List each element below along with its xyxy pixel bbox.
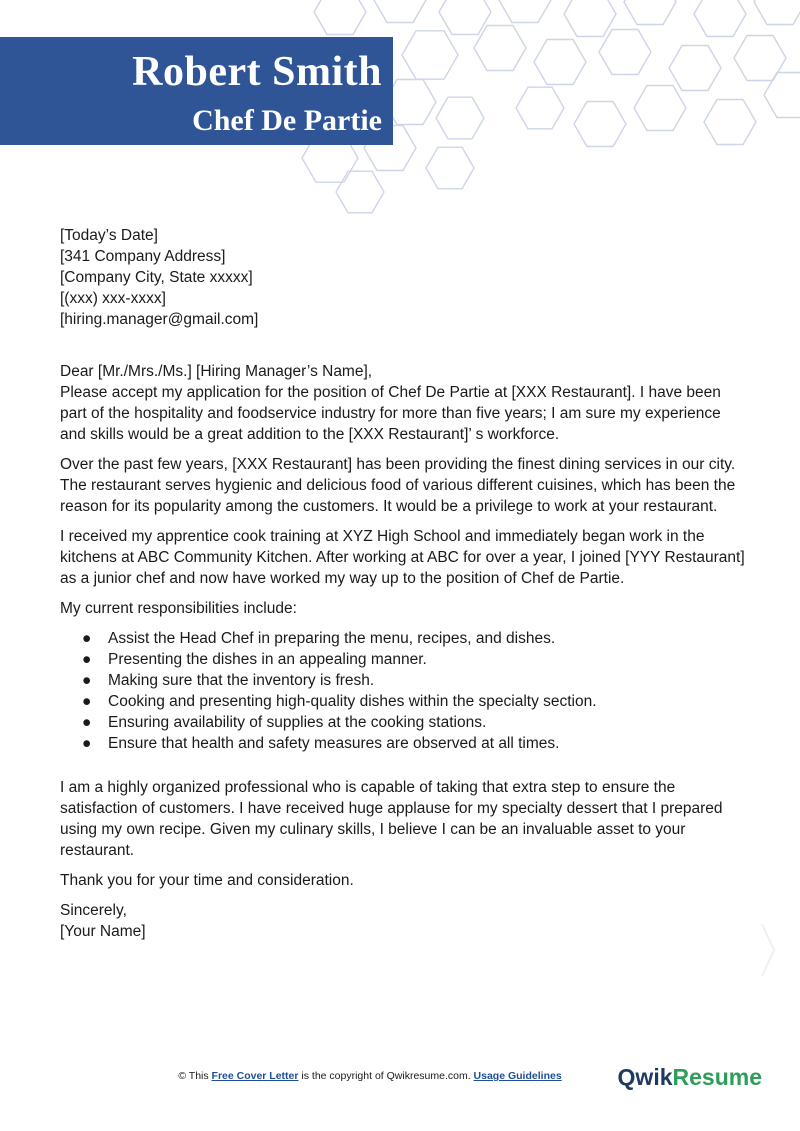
- qwikresume-logo[interactable]: [618, 1063, 762, 1091]
- bullet-icon: ●: [82, 693, 92, 710]
- hexagon-shape: [754, 0, 800, 25]
- name-banner: [0, 37, 393, 145]
- letter-date: [Today’s Date]: [60, 227, 158, 244]
- address-line: [341 Company Address]: [60, 248, 226, 265]
- recipient-address: [60, 246, 750, 330]
- list-item-text: Making sure that the inventory is fresh.: [108, 672, 375, 689]
- brand-word-resume: Resume: [672, 1064, 762, 1090]
- hexagon-shape: [669, 46, 721, 91]
- list-item: [60, 712, 750, 733]
- salutation: Dear [Mr./Mrs./Ms.] [Hiring Manager’s Name],: [60, 363, 373, 380]
- hexagon-shape: [374, 0, 426, 23]
- hexagon-shape: [474, 26, 526, 71]
- address-line: [(xxx) xxx-xxxx]: [60, 290, 166, 307]
- hexagon-shape: [574, 102, 626, 147]
- bullet-icon: ●: [82, 714, 92, 731]
- hexagon-shape: [734, 36, 786, 81]
- list-item: [60, 733, 750, 754]
- footer-middle: is the copyright of Qwikresume.com.: [298, 1070, 474, 1082]
- hexagon-shape: [624, 0, 676, 25]
- hexagon-shape: [599, 30, 651, 75]
- hexagon-shape: [439, 0, 491, 35]
- hexagon-shape: [402, 31, 458, 79]
- list-item-text: Presenting the dishes in an appealing manner.: [108, 651, 427, 668]
- paragraph-restaurant: Over the past few years, [XXX Restaurant] has been providing the finest dining services in our city. The restaurant serves hygienic and delicious food of various different cuisines, which has been the reason for its popularity among the customers. It would be a privilege to work at your restaurant.: [60, 456, 736, 515]
- hexagon-shape: [564, 0, 616, 37]
- hexagon-shape: [694, 0, 746, 37]
- letter-body: [60, 225, 750, 942]
- signature: [Your Name]: [60, 923, 146, 940]
- free-cover-letter-link[interactable]: Free Cover Letter: [211, 1070, 299, 1082]
- bullet-icon: ●: [82, 651, 92, 668]
- list-item-text: Cooking and presenting high-quality dishes within the specialty section.: [108, 693, 597, 710]
- bullet-icon: ●: [82, 630, 92, 647]
- signoff: Sincerely,: [60, 902, 127, 919]
- list-item: [60, 649, 750, 670]
- paragraph-thanks: Thank you for your time and consideration.: [60, 872, 354, 889]
- list-item: [60, 691, 750, 712]
- applicant-job-title: Chef De Partie: [192, 104, 382, 137]
- hexagon-shape: [764, 73, 800, 118]
- responsibilities-list: [60, 628, 750, 754]
- footer-prefix: © This: [178, 1070, 212, 1082]
- brand-word-qwik: Qwik: [617, 1064, 673, 1090]
- bullet-icon: ●: [82, 735, 92, 752]
- hexagon-shape: [314, 0, 366, 35]
- paragraph-responsibilities-intro: My current responsibilities include:: [60, 600, 297, 617]
- hexagon-shape: [499, 0, 551, 23]
- paragraph-closing: I am a highly organized professional who is capable of taking that extra step to ensure the satisfaction of customers. I have received huge applause for my specialty dessert that I prepared using my own recipe. Given my culinary skills, I believe I can be an invaluable asset to your restaurant.: [60, 779, 723, 859]
- usage-guidelines-link[interactable]: Usage Guidelines: [473, 1070, 562, 1082]
- address-line: [Company City, State xxxxx]: [60, 269, 253, 286]
- bullet-icon: ●: [82, 672, 92, 689]
- list-item-text: Assist the Head Chef in preparing the menu, recipes, and dishes.: [108, 630, 556, 647]
- hexagon-shape: [436, 97, 484, 139]
- hexagon-shape: [426, 147, 474, 189]
- list-item-text: Ensure that health and safety measures are observed at all times.: [108, 735, 560, 752]
- list-item-text: Ensuring availability of supplies at the cooking stations.: [108, 714, 487, 731]
- hexagon-shape: [336, 171, 384, 213]
- paragraph-experience: I received my apprentice cook training at XYZ High School and immediately began work in the kitchens at ABC Community Kitchen. After working at ABC for over a year, I joined [YYY Restaurant] as a junior chef and now have worked my way up to the position of Chef de Partie.: [60, 528, 745, 587]
- hexagon-shape: [634, 86, 686, 131]
- hexagon-shape: [704, 100, 756, 145]
- applicant-name: Robert Smith: [132, 49, 382, 95]
- chevron-right-icon: [758, 920, 778, 980]
- list-item: [60, 670, 750, 691]
- paragraph-intro: Please accept my application for the position of Chef De Partie at [XXX Restaurant]. I have been part of the hospitality and foodservice industry for more than five years; I am sure my experience and skills would be a great addition to the [XXX Restaurant]’ s workforce.: [60, 384, 721, 443]
- address-line: [hiring.manager@gmail.com]: [60, 311, 259, 328]
- list-item: [60, 628, 750, 649]
- hexagon-shape: [534, 40, 586, 85]
- hexagon-shape: [516, 87, 564, 129]
